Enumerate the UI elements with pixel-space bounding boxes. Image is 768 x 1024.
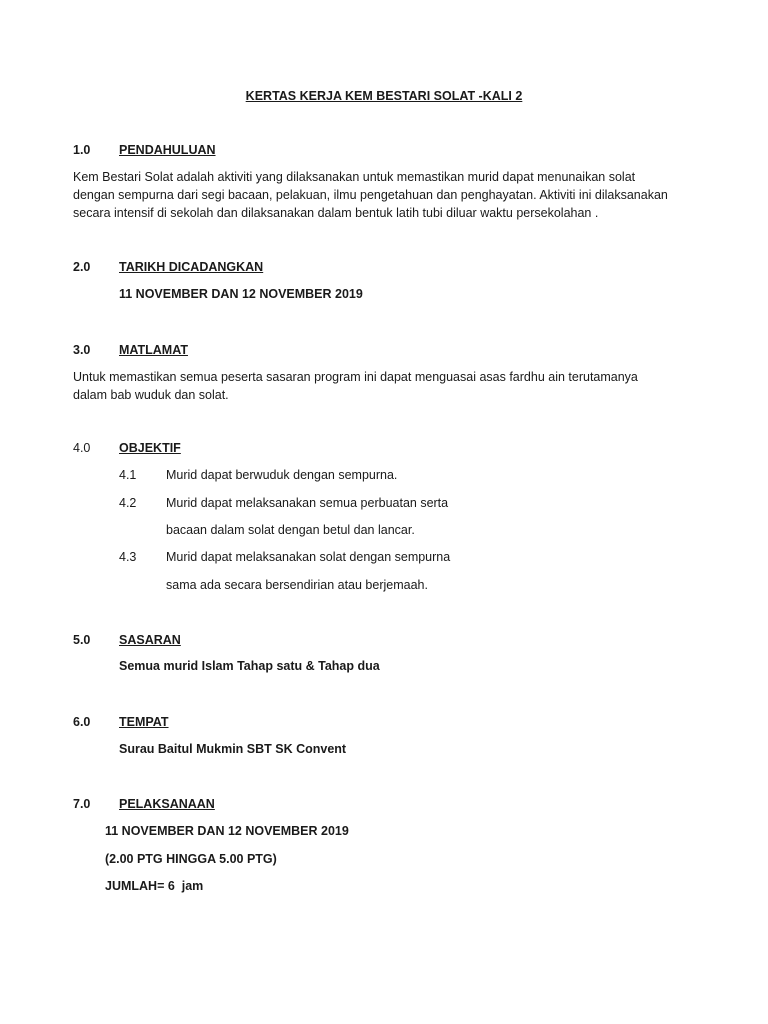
section-heading-objektif: OBJEKTIF — [119, 441, 181, 455]
section-heading-pelaksanaan: PELAKSANAAN — [119, 797, 215, 811]
paragraph-line: secara intensif di sekolah dan dilaksanakan dalam bentuk latih tubi diluar waktu persekolahan . — [73, 206, 599, 220]
section-number-7: 7.0 — [73, 797, 91, 811]
section-body-matlamat — [73, 368, 703, 404]
venue: Surau Baitul Mukmin SBT SK Convent — [119, 742, 347, 756]
section-number-6: 6.0 — [73, 715, 91, 729]
implementation-date: 11 NOVEMBER DAN 12 NOVEMBER 2019 — [105, 824, 349, 838]
section-heading-tempat: TEMPAT — [119, 715, 169, 729]
paragraph-line: Kem Bestari Solat adalah aktiviti yang dilaksanakan untuk memastikan murid dapat menunaikan solat — [73, 170, 636, 184]
section-number-1: 1.0 — [73, 143, 91, 157]
objective-text-4-3: Murid dapat melaksanakan solat dengan sempurna — [166, 550, 451, 564]
paragraph-line: Untuk memastikan semua peserta sasaran program ini dapat menguasai asas fardhu ain terutamanya — [73, 370, 638, 384]
section-number-3: 3.0 — [73, 343, 91, 357]
paragraph-line: dalam bab wuduk dan solat. — [73, 388, 229, 402]
section-heading-matlamat: MATLAMAT — [119, 343, 188, 357]
section-number-5: 5.0 — [73, 633, 91, 647]
section-heading-sasaran: SASARAN — [119, 633, 181, 647]
section-number-4: 4.0 — [73, 441, 91, 455]
document-title: KERTAS KERJA KEM BESTARI SOLAT -KALI 2 — [245, 89, 523, 103]
section-heading-tarikh: TARIKH DICADANGKAN — [119, 260, 264, 274]
implementation-time: (2.00 PTG HINGGA 5.00 PTG) — [105, 852, 277, 866]
implementation-total: JUMLAH= 6 jam — [105, 879, 204, 893]
objective-text-4-3-cont: sama ada secara bersendirian atau berjemaah. — [166, 578, 428, 592]
section-heading-pendahuluan: PENDAHULUAN — [119, 143, 216, 157]
objective-number-4-3: 4.3 — [119, 550, 137, 564]
objective-text-4-2: Murid dapat melaksanakan semua perbuatan serta — [166, 496, 449, 510]
objective-number-4-2: 4.2 — [119, 496, 137, 510]
proposed-date: 11 NOVEMBER DAN 12 NOVEMBER 2019 — [119, 287, 363, 301]
target-participants: Semua murid Islam Tahap satu & Tahap dua — [119, 659, 380, 673]
objective-number-4-1: 4.1 — [119, 468, 137, 482]
section-number-2: 2.0 — [73, 260, 91, 274]
objective-text-4-2-cont: bacaan dalam solat dengan betul dan lancar. — [166, 523, 415, 537]
section-body-pendahuluan — [73, 168, 703, 222]
paragraph-line: dengan sempurna dari segi bacaan, pelakuan, ilmu pengetahuan dan penghayatan. Aktiviti ini dilaksanakan — [73, 188, 668, 202]
objective-text-4-1: Murid dapat berwuduk dengan sempurna. — [166, 468, 398, 482]
